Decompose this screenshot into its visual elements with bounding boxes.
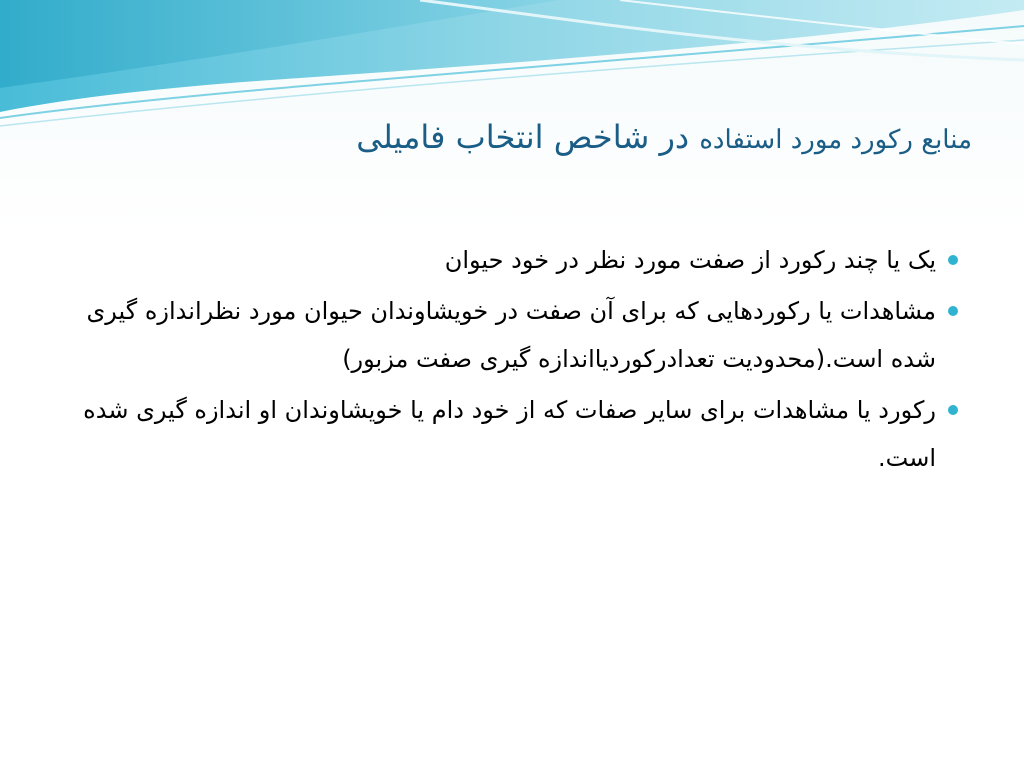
slide-title-part-1: منابع رکورد مورد استفاده [699,125,972,155]
header-wave-decoration [0,0,1024,130]
slide-title [72,118,972,156]
bullet-list [66,236,936,482]
bullet-dot-icon [948,405,958,415]
bullet-text: یک یا چند رکورد از صفت مورد نظر در خود حیوان [444,246,936,274]
bullet-item [66,287,936,383]
bullet-item [66,236,936,284]
bullet-text: مشاهدات یا رکوردهایی که برای آن صفت در خویشاوندان حیوان مورد نظراندازه گیری شده است.(محدودیت تعدادرکوردیااندازه گیری صفت مزبور) [86,297,936,373]
bullet-text: رکورد یا مشاهدات برای سایر صفات که از خود دام یا خویشاوندان او اندازه گیری شده است. [83,396,936,472]
bullet-dot-icon [948,255,958,265]
slide-content [66,236,936,485]
slide-title-part-2: در شاخص انتخاب فامیلی [356,118,700,156]
bullet-dot-icon [948,306,958,316]
bullet-item [66,386,936,482]
